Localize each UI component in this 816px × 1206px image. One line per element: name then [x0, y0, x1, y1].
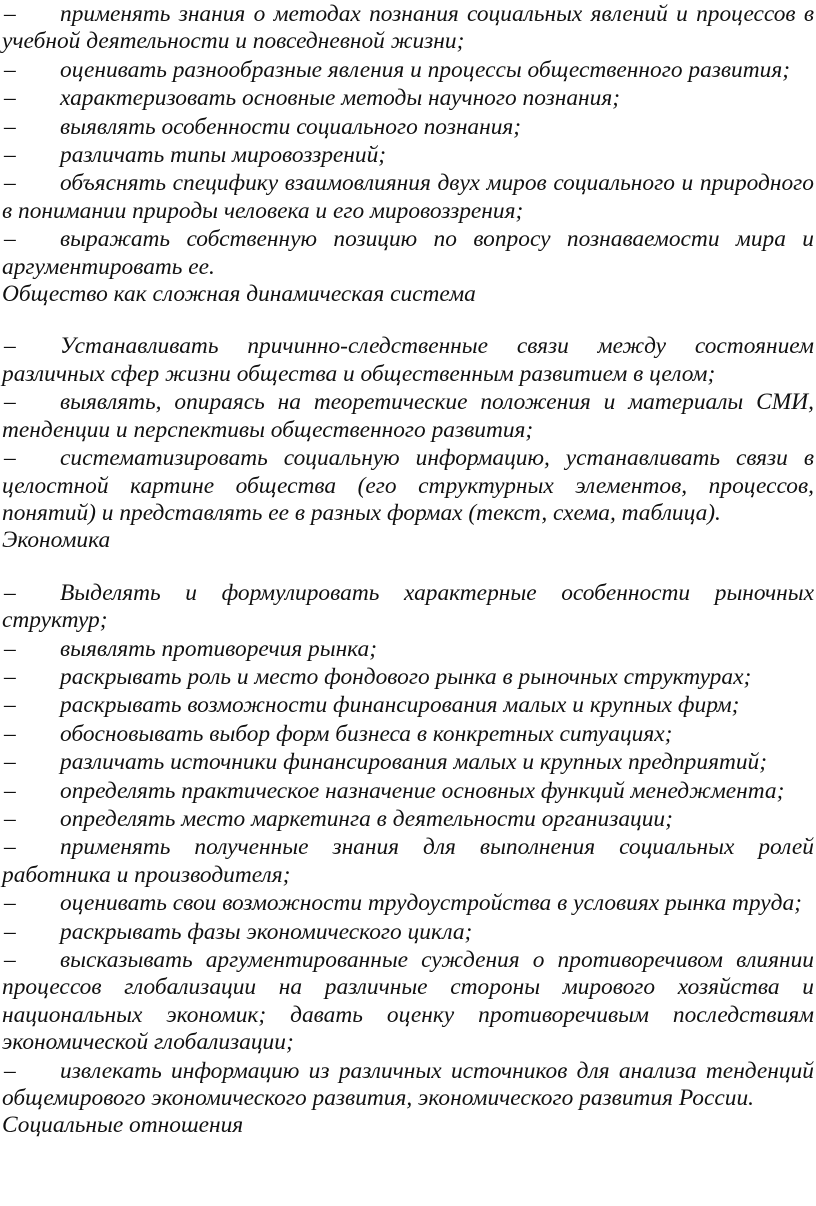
list-item-text: раскрывать роль и место фондового рынка в рыночных структурах;	[60, 663, 752, 690]
dash-marker: –	[4, 890, 16, 917]
list-item	[2, 663, 814, 691]
list-item-text: различать источники финансирования малых и крупных предприятий;	[60, 749, 768, 776]
section-heading: Экономика	[2, 527, 111, 554]
list-item	[2, 141, 814, 169]
list-item-text: различать типы мировоззрений;	[60, 142, 387, 169]
list-item	[2, 84, 814, 112]
list-item-text: Устанавливать причинно-следственные связи между состоянием различных сфер жизни общества и общественным развитием в целом;	[2, 333, 814, 387]
dash-marker: –	[4, 805, 16, 832]
list-item	[2, 946, 814, 1057]
dash-marker: –	[4, 834, 16, 861]
list-item-text: оценивать свои возможности трудоустройства в условиях рынка труда;	[60, 890, 802, 917]
dash-marker: –	[4, 170, 16, 197]
dash-marker: –	[4, 56, 16, 83]
dash-marker: –	[4, 142, 16, 169]
list-item	[2, 889, 814, 917]
dash-marker: –	[4, 720, 16, 747]
list-item-text: высказывать аргументированные суждения о противоречивом влиянии процессов глобализации на различные стороны мирового хозяйства и национальных экономик; давать оценку противоречивым последствиям экономической глобализации;	[2, 947, 814, 1056]
list-item-text: раскрывать фазы экономического цикла;	[60, 918, 473, 945]
list-item-text: выявлять особенности социального познания;	[60, 113, 522, 140]
list-item-text: характеризовать основные методы научного познания;	[60, 85, 621, 112]
dash-marker: –	[4, 1, 16, 27]
dash-marker: –	[4, 113, 16, 140]
list-item	[2, 579, 814, 635]
dash-marker: –	[4, 389, 16, 416]
dash-marker: –	[4, 85, 16, 112]
list-item-text: выявлять, опираясь на теоретические положения и материалы СМИ, тенденции и перспективы общественного развития;	[2, 389, 814, 443]
list-item	[2, 635, 814, 663]
list-item-text: объяснять специфику взаимовлияния двух миров социального и природного в понимании природы человека и его мировоззрения;	[2, 170, 814, 224]
list-item-text: раскрывать возможности финансирования малых и крупных фирм;	[60, 692, 740, 719]
list-item	[2, 805, 814, 833]
list-item-text: определять практическое назначение основных функций менеджмента;	[60, 777, 785, 804]
dash-marker: –	[4, 918, 16, 945]
list-item-text: Выделять и формулировать характерные особенности рыночных структур;	[2, 579, 814, 634]
section-heading: Общество как сложная динамическая система	[2, 281, 476, 308]
list-item	[2, 918, 814, 946]
list-item	[2, 332, 814, 388]
dash-marker: –	[4, 947, 16, 973]
dash-marker: –	[4, 333, 16, 360]
list-item-text: обосновывать выбор форм бизнеса в конкретных ситуациях;	[60, 720, 673, 747]
dash-marker: –	[4, 692, 16, 719]
list-item	[2, 225, 814, 281]
list-item	[2, 56, 814, 84]
list-item-text: выражать собственную позицию по вопросу познаваемости мира и аргументировать ее.	[2, 226, 814, 280]
list-item	[2, 1057, 814, 1113]
list-item-text: применять знания о методах познания социальных явлений и процессов в учебной деятельности и повседневной жизни;	[2, 1, 814, 55]
list-item-text: систематизировать социальную информацию, устанавливать связи в целостной картине общества (его структурных элементов, процессов, понятий) и представлять ее в разных формах (текст, схема, таблица).	[2, 445, 814, 526]
list-item	[2, 691, 814, 719]
list-item	[2, 388, 814, 444]
dash-marker: –	[4, 635, 16, 662]
dash-marker: –	[4, 777, 16, 804]
list-item	[2, 720, 814, 748]
list-item	[2, 0, 814, 56]
dash-marker: –	[4, 1057, 16, 1084]
list-item	[2, 444, 814, 527]
list-item-text: определять место маркетинга в деятельности организации;	[60, 805, 673, 832]
dash-marker: –	[4, 579, 16, 606]
list-item	[2, 169, 814, 225]
dash-marker: –	[4, 749, 16, 776]
dash-marker: –	[4, 663, 16, 690]
list-item	[2, 748, 814, 776]
list-item-text: выявлять противоречия рынка;	[60, 635, 378, 662]
list-item-text: извлекать информацию из различных источников для анализа тенденций общемирового экономического развития, экономического развития России.	[2, 1057, 814, 1112]
list-item-text: оценивать разнообразные явления и процессы общественного развития;	[60, 56, 790, 83]
list-item	[2, 113, 814, 141]
section-heading: Социальные отношения	[2, 1112, 244, 1139]
list-item-text: применять полученные знания для выполнения социальных ролей работника и производителя;	[2, 834, 814, 888]
list-item	[2, 833, 814, 889]
dash-marker: –	[4, 226, 16, 253]
dash-marker: –	[4, 445, 16, 472]
list-item	[2, 777, 814, 805]
